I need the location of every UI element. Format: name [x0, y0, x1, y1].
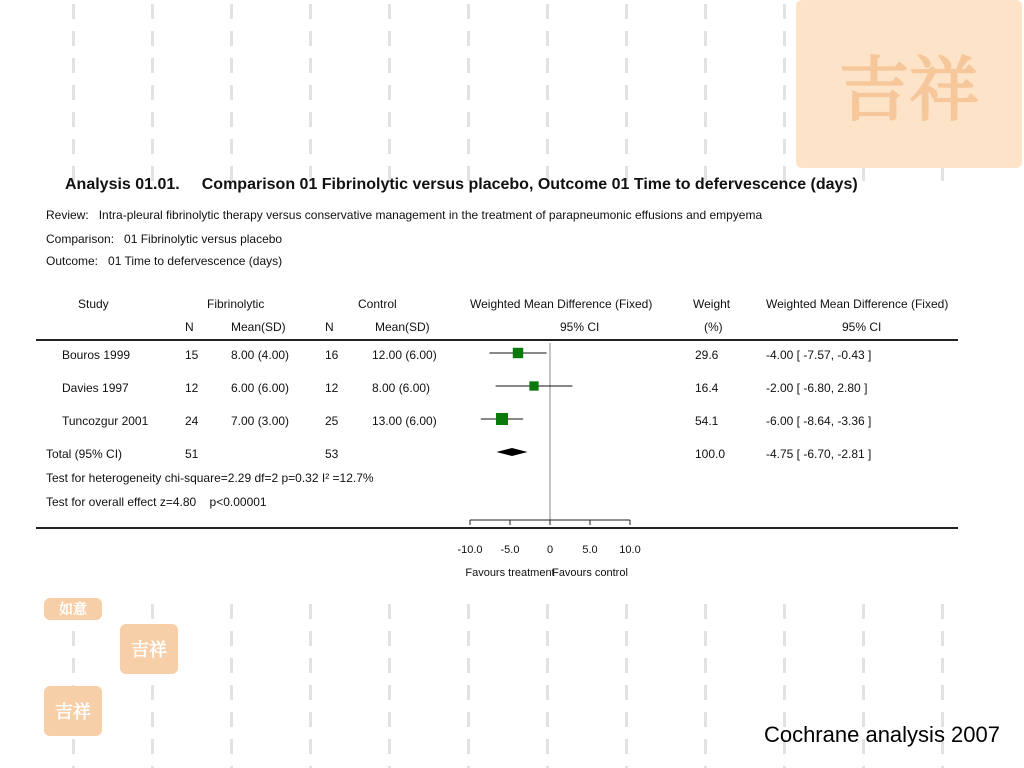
total-fibrinolytic-n: 51	[185, 447, 199, 461]
header-n: N	[185, 320, 194, 334]
fibrinolytic-n: 15	[185, 348, 199, 362]
control-mean: 12.00 (6.00)	[372, 348, 437, 362]
x-tick-label: -5.0	[500, 544, 520, 556]
header-control: Control	[358, 297, 397, 311]
header-n-control: N	[325, 320, 334, 334]
total-ci: -4.75 [ -6.70, -2.81 ]	[766, 447, 872, 461]
analysis-comparison: Comparison 01 Fibrinolytic versus placebo, Outcome 01 Time to defervescence (days)	[201, 176, 858, 193]
header-wmd-right: Weighted Mean Difference (Fixed)	[766, 297, 949, 311]
x-tick-label: 0	[546, 544, 554, 556]
study-name: Davies 1997	[62, 381, 129, 395]
favours-treatment-label: Favours treatment	[465, 567, 555, 579]
analysis-number: Analysis 01.01.	[65, 176, 180, 193]
control-mean: 13.00 (6.00)	[372, 414, 437, 428]
control-mean: 8.00 (6.00)	[372, 381, 431, 395]
fibrinolytic-n: 24	[185, 414, 199, 428]
total-control-n: 53	[325, 447, 339, 461]
seal-small-icon: 吉祥	[120, 624, 178, 674]
study-weight: 54.1	[695, 414, 719, 428]
fibrinolytic-n: 12	[185, 381, 199, 395]
study-marker	[529, 381, 538, 390]
x-tick-label: 5.0	[582, 544, 598, 556]
total-weight: 100.0	[695, 447, 726, 461]
fibrinolytic-mean: 7.00 (3.00)	[231, 414, 290, 428]
control-n: 25	[325, 414, 339, 428]
seal-small-icon: 吉祥	[44, 686, 102, 736]
header-mean-sd-control: Mean(SD)	[375, 320, 430, 334]
comparison-label: Comparison:	[46, 232, 115, 246]
control-n: 16	[325, 348, 339, 362]
total-label: Total (95% CI)	[46, 447, 123, 461]
overall-effect-test: Test for overall effect z=4.80 p<0.00001	[46, 495, 267, 509]
header-wmd: Weighted Mean Difference (Fixed)	[470, 297, 653, 311]
study-marker	[513, 348, 523, 358]
seal-large-icon: 吉祥	[796, 0, 1022, 168]
x-tick-label: 10.0	[619, 544, 641, 556]
header-fibrinolytic: Fibrinolytic	[207, 297, 265, 311]
study-name: Bouros 1999	[62, 348, 131, 362]
total-diamond	[496, 448, 527, 456]
header-pct: (%)	[704, 320, 723, 334]
seal-small-icon: 如意	[44, 598, 102, 620]
review-text: Intra-pleural fibrinolytic therapy versus conservative management in the treatment of parapneumonic effusions and empyema	[98, 208, 763, 222]
header-ci-right: 95% CI	[842, 320, 882, 334]
study-weight: 16.4	[695, 381, 719, 395]
control-n: 12	[325, 381, 339, 395]
outcome-label: Outcome:	[46, 254, 99, 268]
comparison-text: 01 Fibrinolytic versus placebo	[124, 232, 283, 246]
study-name: Tuncozgur 2001	[62, 414, 149, 428]
header-ci: 95% CI	[560, 320, 600, 334]
header-weight: Weight	[693, 297, 731, 311]
source-caption: Cochrane analysis 2007	[763, 722, 1000, 747]
header-mean-sd: Mean(SD)	[231, 320, 286, 334]
outcome-text: 01 Time to defervescence (days)	[108, 254, 283, 268]
study-marker	[496, 413, 508, 425]
x-tick-label: -10.0	[457, 544, 483, 556]
study-ci: -6.00 [ -8.64, -3.36 ]	[766, 414, 872, 428]
review-label: Review:	[46, 208, 89, 222]
favours-control-label: Favours control	[552, 567, 628, 579]
study-ci: -4.00 [ -7.57, -0.43 ]	[766, 348, 872, 362]
study-ci: -2.00 [ -6.80, 2.80 ]	[766, 381, 868, 395]
heterogeneity-test: Test for heterogeneity chi-square=2.29 df=2 p=0.32 I² =12.7%	[46, 471, 374, 485]
fibrinolytic-mean: 6.00 (6.00)	[231, 381, 290, 395]
header-study: Study	[78, 297, 109, 311]
fibrinolytic-mean: 8.00 (4.00)	[231, 348, 290, 362]
study-weight: 29.6	[695, 348, 719, 362]
